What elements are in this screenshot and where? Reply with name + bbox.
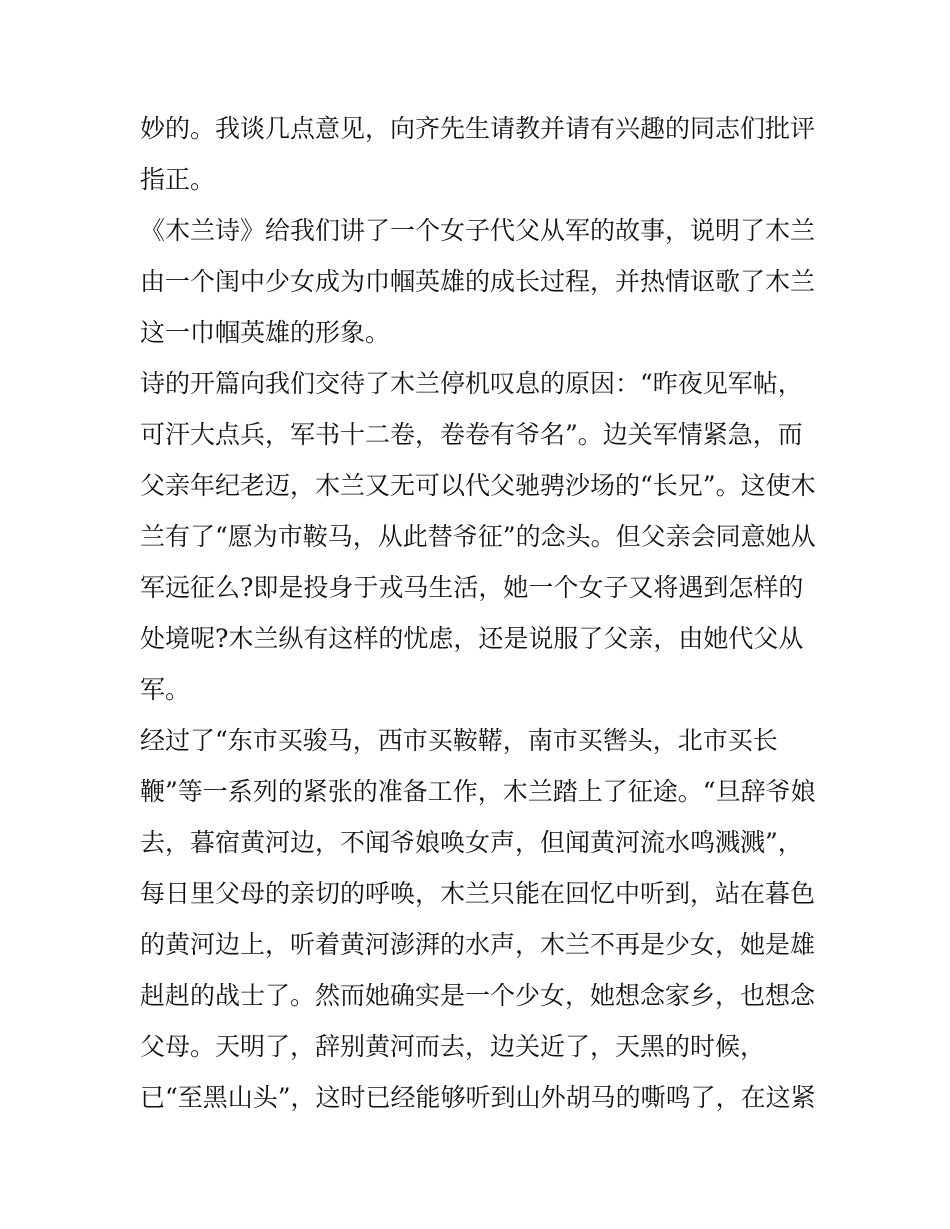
text-line: 的黄河边上，听着黄河澎湃的水声，木兰不再是少女，她是雄 [140,930,816,959]
article-body [140,103,820,1123]
text-line: 去，暮宿黄河边，不闻爷娘唤女声，但闻黄河流水鸣溅溅”， [140,828,803,857]
text-line: 军。 [140,675,191,704]
text-line: 每日里父母的亲切的呼唤，木兰只能在回忆中听到，站在暮色 [140,879,816,908]
text-line: 经过了“东市买骏马，西市买鞍鞯，南市买辔头，北市买长 [140,726,778,755]
text-line: 妙的。我谈几点意见，向齐先生请教并请有兴趣的同志们批评 [140,114,816,143]
text-line: 《木兰诗》给我们讲了一个女子代父从军的故事，说明了木兰 [140,216,816,245]
text-line: 可汗大点兵，军书十二卷，卷卷有爷名”。边关军情紧急，而 [140,420,803,449]
text-line: 鞭”等一系列的紧张的准备工作，木兰踏上了征途。“旦辞爷娘 [140,777,816,806]
text-line: 已“至黑山头”，这时已经能够听到山外胡马的嘶鸣了，在这紧 [140,1083,816,1112]
text-line: 由一个闺中少女成为巾帼英雄的成长过程，并热情讴歌了木兰 [140,267,816,296]
text-line: 这一巾帼英雄的形象。 [140,318,391,347]
text-line: 赳赳的战士了。然而她确实是一个少女，她想念家乡，也想念 [140,981,816,1010]
text-line: 军远征么?即是投身于戎马生活，她一个女子又将遇到怎样的 [140,573,804,602]
text-line: 兰有了“愿为市鞍马，从此替爷征”的念头。但父亲会同意她从 [140,522,816,551]
text-line: 父亲年纪老迈，木兰又无可以代父驰骋沙场的“长兄”。这使木 [140,471,816,500]
text-line: 诗的开篇向我们交待了木兰停机叹息的原因：“昨夜见军帖， [140,369,803,398]
text-line: 父母。天明了，辞别黄河而去，边关近了，天黑的时候， [140,1032,766,1061]
text-line: 指正。 [140,165,216,194]
text-line: 处境呢?木兰纵有这样的忧虑，还是说服了父亲，由她代父从 [140,624,804,653]
